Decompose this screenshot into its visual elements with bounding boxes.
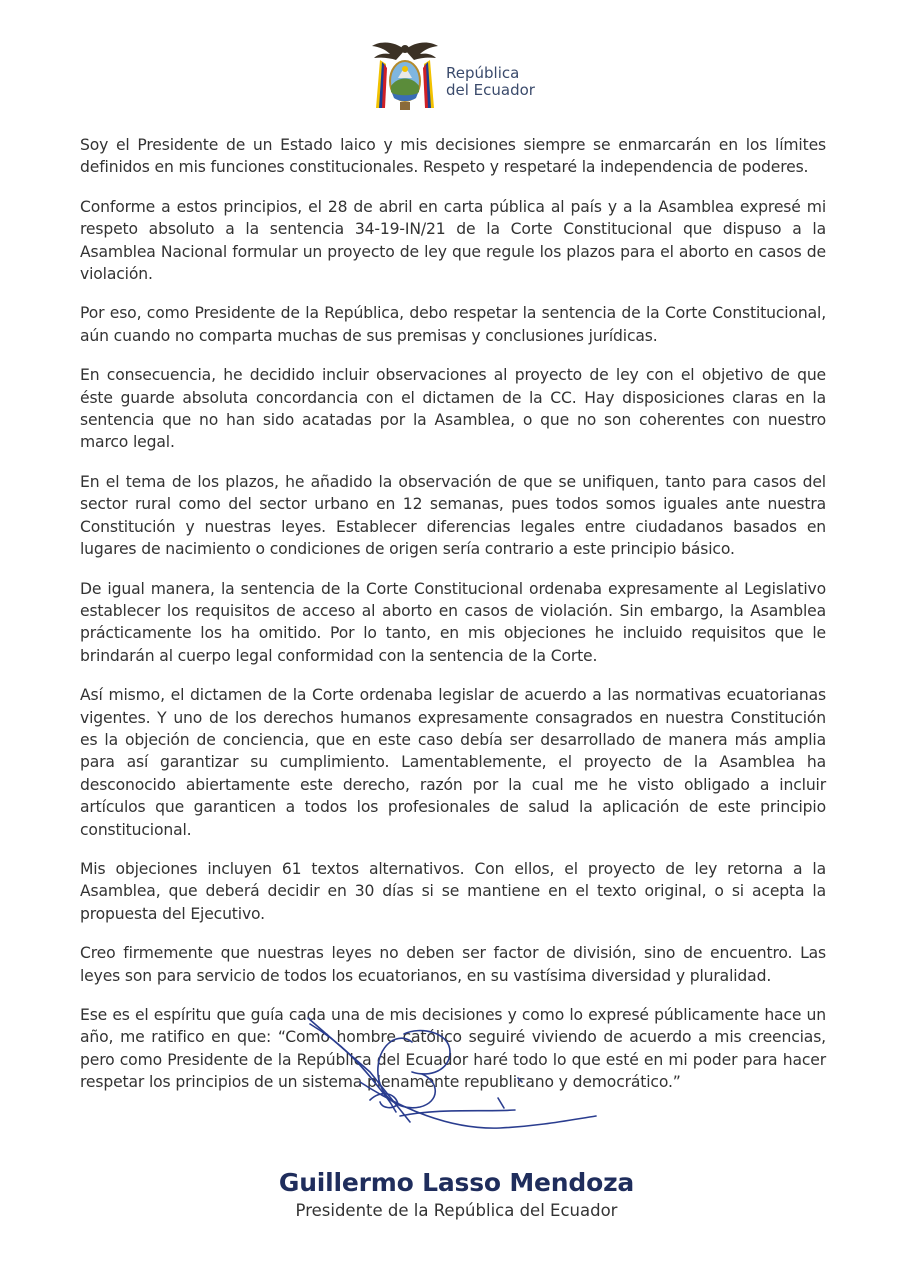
signature-image <box>300 1012 600 1152</box>
paragraph-7: Así mismo, el dictamen de la Corte ordenaba legislar de acuerdo a las normativas ecuatorianas vigentes. Y uno de los derechos humanos expresamente consagrados en nuestra Constitución es la objeción de conciencia, que en este caso debía ser desarrollado de manera más amplia para así garantizar su cumplimiento. Lamentablemente, el proyecto de la Asamblea ha desconocido abiertamente este derecho, razón por la cual me he visto obligado a incluir artículos que garanticen a todos los profesionales de salud la aplicación de este principio constitucional. <box>80 686 826 839</box>
paragraph-8: Mis objeciones incluyen 61 textos alternativos. Con ellos, el proyecto de ley retorna a la Asamblea, que deberá decidir en 30 días si se mantiene en el texto original, o si acepta la propuesta del Ejecutivo. <box>80 859 826 923</box>
paragraph-3: Por eso, como Presidente de la República, debo respetar la sentencia de la Corte Constitucional, aún cuando no comparta muchas de sus premisas y conclusiones jurídicas. <box>80 304 826 345</box>
paragraph-4: En consecuencia, he decidido incluir observaciones al proyecto de ley con el objetivo de que éste guarde absoluta concordancia con el dictamen de la CC. Hay disposiciones claras en la sentencia que no han sido acatadas por la Asamblea, o que no son coherentes con nuestro marco legal. <box>80 366 826 452</box>
paragraph-5: En el tema de los plazos, he añadido la observación de que se unifiquen, tanto para casos del sector rural como del sector urbano en 12 semanas, pues todos somos iguales ante nuestra Constitución y nuestras leyes. Establecer diferencias legales entre ciudadanos basados en lugares de nacimiento o condiciones de origen sería contrario a este principio básico. <box>80 472 826 559</box>
signer-title: Presidente de la República del Ecuador <box>295 1201 618 1220</box>
brand-wordmark <box>446 65 535 99</box>
paragraph-9: Creo firmemente que nuestras leyes no deben ser factor de división, sino de encuentro. Las leyes son para servicio de todos los ecuatorianos, en su vastísima diversidad y pluralidad. <box>80 944 826 985</box>
paragraph-10: Ese es el espíritu que guía cada una de mis decisiones y como lo expresé públicamente hace un año, me ratifico en que: “Como hombre católico seguiré viviendo de acuerdo a mis creencias, pero como Presidente de la República del Ecuador haré todo lo que esté en mi poder para hacer respetar los principios de un sistema plenamente republicano y democrático.” <box>80 1006 826 1092</box>
paragraph-1: Soy el Presidente de un Estado laico y mis decisiones siempre se enmarcarán en los límites definidos en mis funciones constitucionales. Respeto y respetaré la independencia de poderes. <box>80 136 826 177</box>
letter-body <box>80 134 826 1111</box>
paragraph-2: Conforme a estos principios, el 28 de abril en carta pública al país y a la Asamblea expresé mi respeto absoluto a la sentencia 34-19-IN/21 de la Corte Constitucional que dispuso a la Asamblea Nacional formular un proyecto de ley que regule los plazos para el aborto en casos de violación. <box>80 197 826 284</box>
paragraph-6: De igual manera, la sentencia de la Corte Constitucional ordenaba expresamente al Legislativo establecer los requisitos de acceso al aborto en casos de violación. Sin embargo, la Asamblea prácticamente los ha omitido. Por lo tanto, en mis objeciones he incluido requisitos que le brindarán al cuerpo legal conformidad con la sentencia de la Corte. <box>80 579 826 665</box>
brand-line-1: República <box>446 64 520 82</box>
signer-name: Guillermo Lasso Mendoza <box>278 1168 635 1197</box>
coat-of-arms-icon <box>368 36 442 114</box>
brand-line-2: del Ecuador <box>446 81 535 99</box>
letterhead <box>368 36 535 114</box>
signer-block <box>0 1168 905 1220</box>
